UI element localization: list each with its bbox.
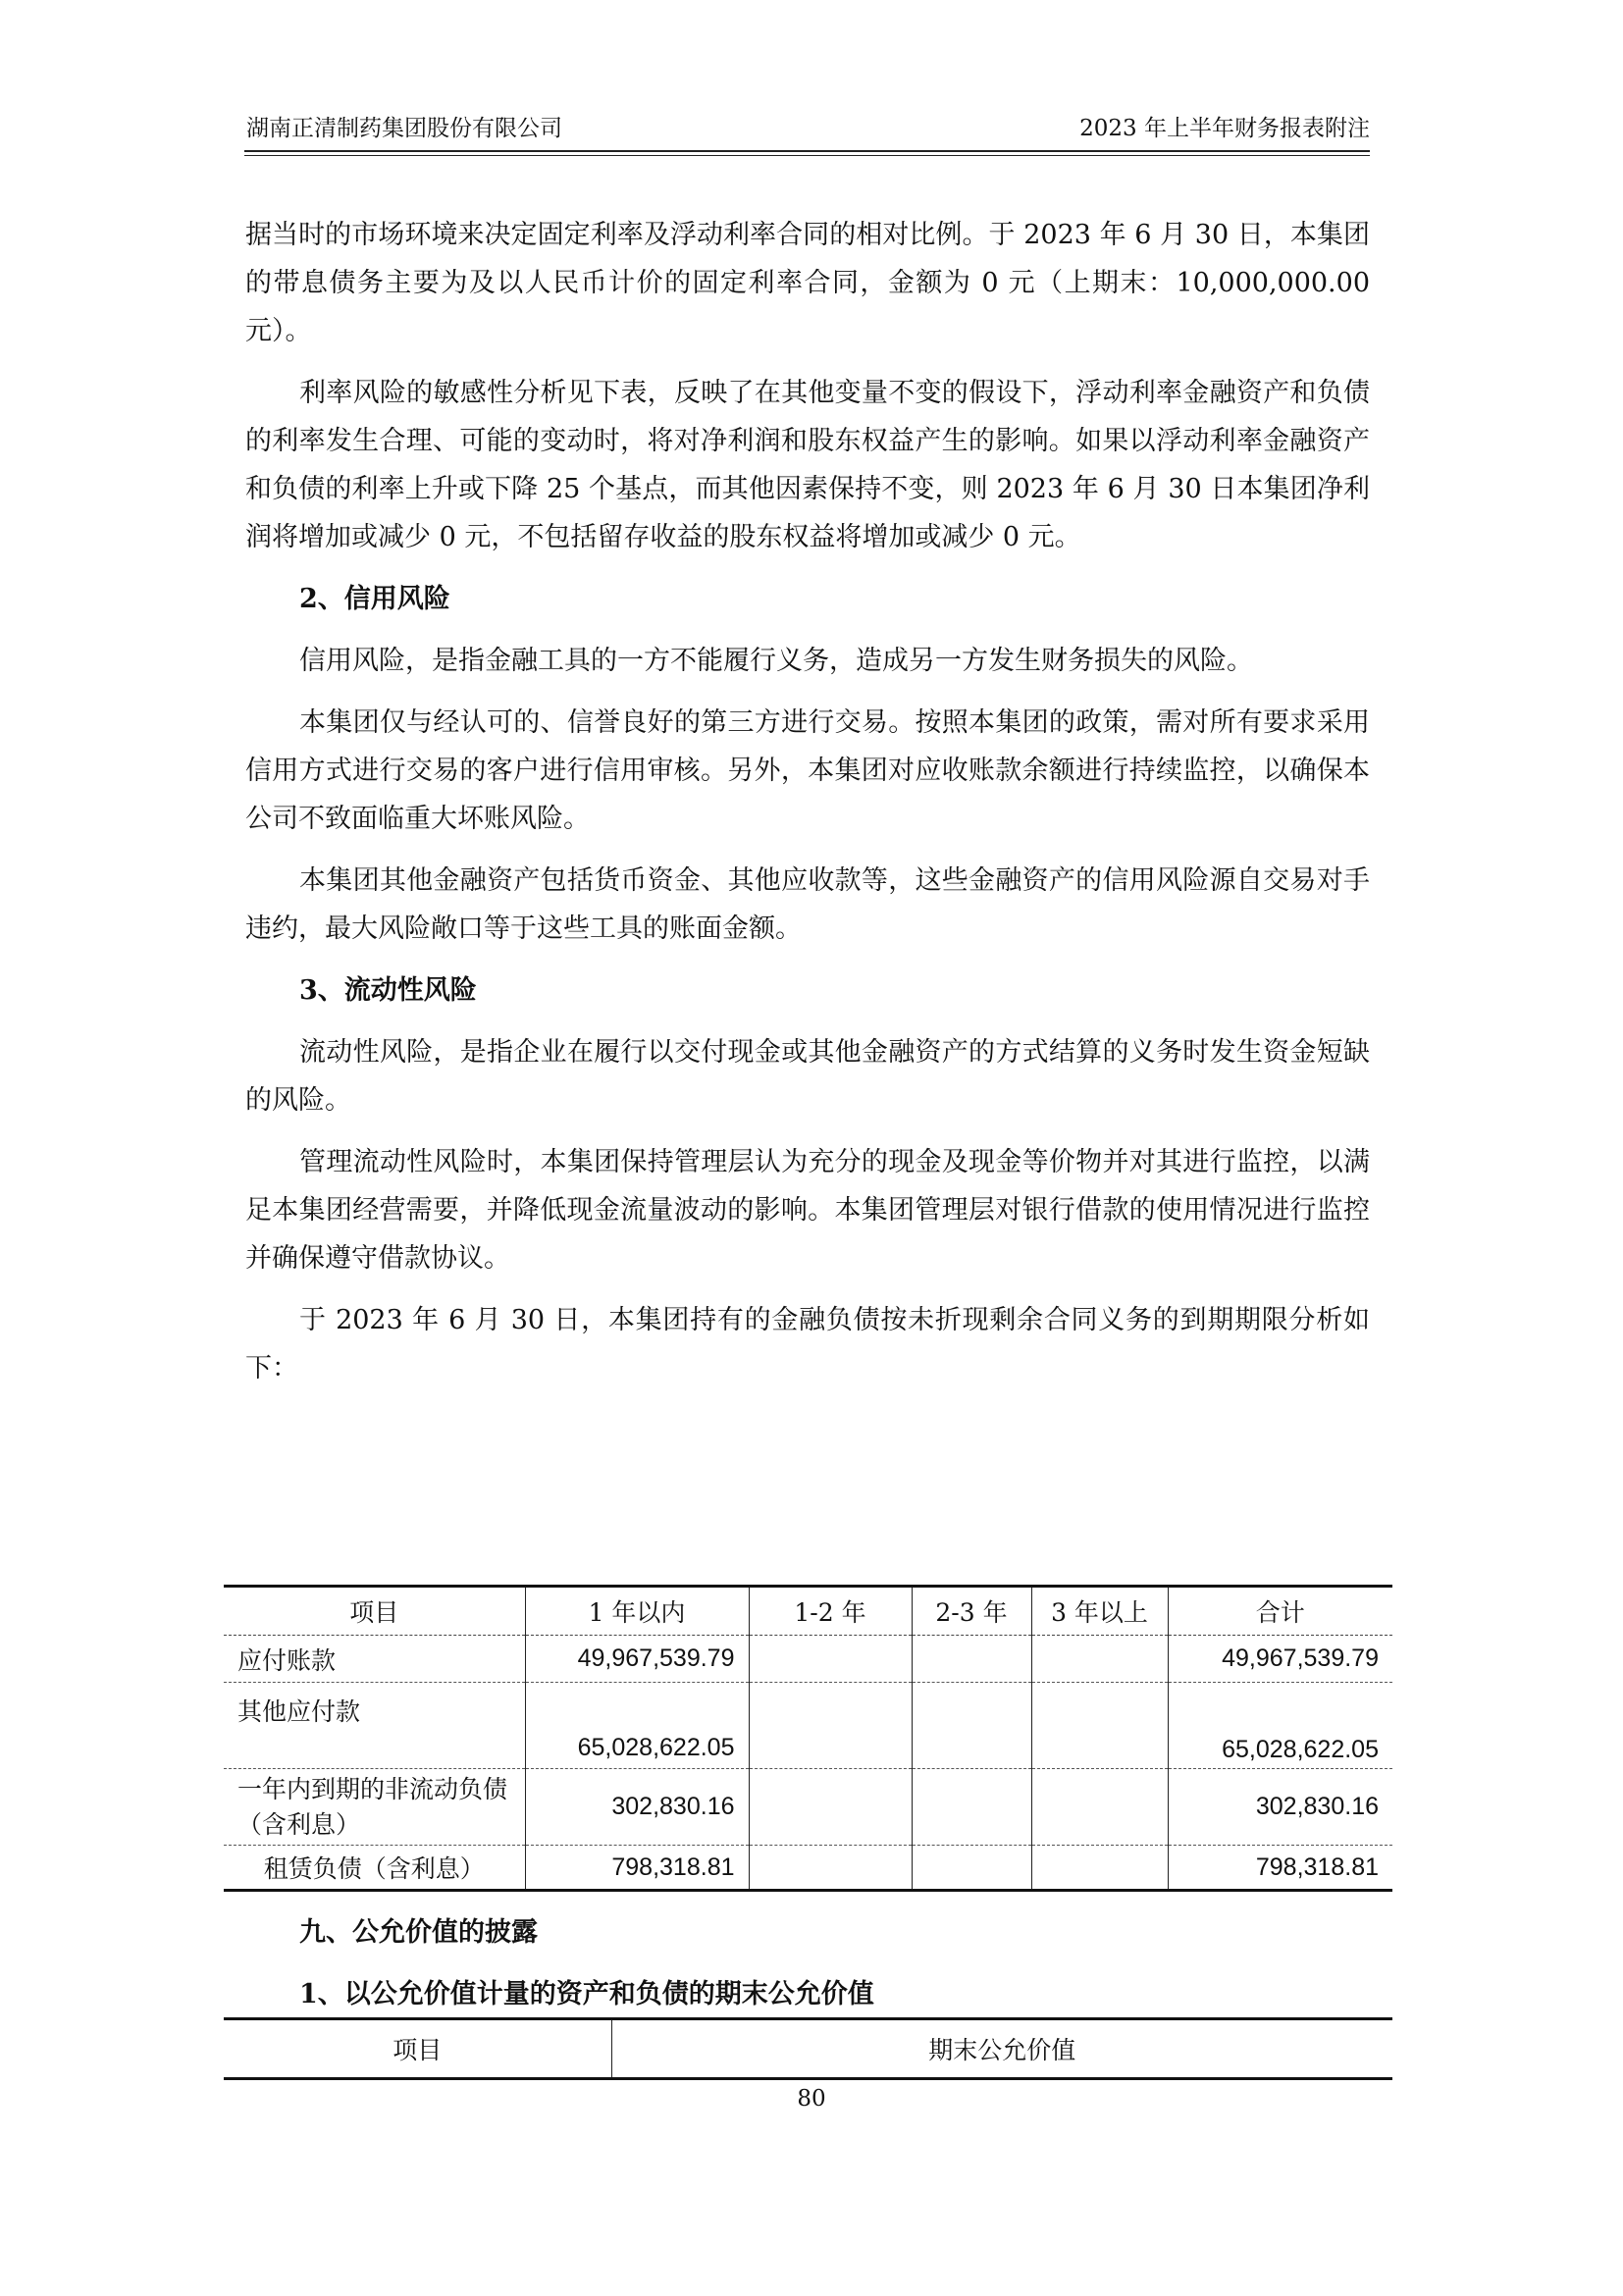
paragraph-liquidity-definition: 流动性风险，是指企业在履行以交付现金或其他金融资产的方式结算的义务时发生资金短缺的风险。 bbox=[245, 1037, 1370, 1116]
col-header-within-1-year: 1 年以内 bbox=[525, 1587, 749, 1636]
page-number: 80 bbox=[797, 2086, 826, 2112]
row-total: 798,318.81 bbox=[1168, 1846, 1392, 1891]
body-text bbox=[245, 211, 1370, 1406]
paragraph-credit-definition: 信用风险，是指金融工具的一方不能履行义务，造成另一方发生财务损失的风险。 bbox=[299, 646, 1253, 676]
header-rule-thin bbox=[244, 155, 1370, 156]
row-over-3-years bbox=[1031, 1636, 1168, 1683]
header-company: 湖南正清制药集团股份有限公司 bbox=[246, 116, 562, 141]
row-within-1-year: 49,967,539.79 bbox=[525, 1636, 749, 1683]
table-row bbox=[224, 1769, 1392, 1846]
col-header-item: 项目 bbox=[224, 1587, 525, 1636]
col-header-1-2-years: 1-2 年 bbox=[749, 1587, 912, 1636]
table-row bbox=[224, 1636, 1392, 1683]
row-1-2-years bbox=[749, 1636, 912, 1683]
paragraph-maturity-intro: 于 2023 年 6 月 30 日，本集团持有的金融负债按未折现剩余合同义务的到期期限分析如下： bbox=[245, 1305, 1370, 1383]
row-over-3-years bbox=[1031, 1769, 1168, 1846]
heading-liquidity-risk: 3、流动性风险 bbox=[299, 975, 477, 1006]
row-item: 一年内到期的非流动负债（含利息） bbox=[224, 1769, 525, 1846]
row-2-3-years bbox=[912, 1683, 1031, 1769]
maturity-table bbox=[224, 1585, 1392, 1892]
row-over-3-years bbox=[1031, 1683, 1168, 1769]
table-row bbox=[224, 1683, 1392, 1769]
row-total: 49,967,539.79 bbox=[1168, 1636, 1392, 1683]
row-1-2-years bbox=[749, 1769, 912, 1846]
row-2-3-years bbox=[912, 1769, 1031, 1846]
col-header-item: 项目 bbox=[224, 2019, 611, 2079]
col-header-total: 合计 bbox=[1168, 1587, 1392, 1636]
row-total: 65,028,622.05 bbox=[1168, 1683, 1392, 1769]
row-within-1-year: 302,830.16 bbox=[525, 1769, 749, 1846]
paragraph-interest-contracts: 据当时的市场环境来决定固定利率及浮动利率合同的相对比例。于 2023 年 6 月 30 日，本集团的带息债务主要为及以人民币计价的固定利率合同，金额为 0 元（上期末：10,000,000.00 元）。 bbox=[245, 220, 1370, 346]
paragraph-credit-exposure: 本集团其他金融资产包括货币资金、其他应收款等，这些金融资产的信用风险源自交易对手违约，最大风险敞口等于这些工具的账面金额。 bbox=[245, 865, 1370, 944]
heading-credit-risk: 2、信用风险 bbox=[299, 584, 450, 614]
col-header-period-end-fair-value: 期末公允价值 bbox=[611, 2019, 1392, 2079]
row-2-3-years bbox=[912, 1846, 1031, 1891]
paragraph-credit-policy: 本集团仅与经认可的、信誉良好的第三方进行交易。按照本集团的政策，需对所有要求采用信用方式进行交易的客户进行信用审核。另外，本集团对应收账款余额进行持续监控，以确保本公司不致面临重大坏账风险。 bbox=[245, 707, 1370, 834]
paragraph-sensitivity: 利率风险的敏感性分析见下表，反映了在其他变量不变的假设下，浮动利率金融资产和负债的利率发生合理、可能的变动时，将对净利润和股东权益产生的影响。如果以浮动利率金融资产和负债的利率上升或下降 25 个基点，而其他因素保持不变，则 2023 年 6 月 30 日本集团净利润将增加或减少 0 元，不包括留存收益的股东权益将增加或减少 0 元。 bbox=[245, 378, 1370, 552]
row-total: 302,830.16 bbox=[1168, 1769, 1392, 1846]
paragraph-liquidity-management: 管理流动性风险时，本集团保持管理层认为充分的现金及现金等价物并对其进行监控，以满足本集团经营需要，并降低现金流量波动的影响。本集团管理层对银行借款的使用情况进行监控并确保遵守借款协议。 bbox=[245, 1147, 1370, 1274]
row-1-2-years bbox=[749, 1846, 912, 1891]
header-rule bbox=[244, 150, 1370, 152]
row-2-3-years bbox=[912, 1636, 1031, 1683]
fair-value-table bbox=[224, 2017, 1392, 2080]
col-header-over-3-years: 3 年以上 bbox=[1031, 1587, 1168, 1636]
row-item: 租赁负债（含利息） bbox=[224, 1846, 525, 1891]
row-within-1-year: 65,028,622.05 bbox=[525, 1683, 749, 1769]
table-row bbox=[224, 1846, 1392, 1891]
row-item: 应付账款 bbox=[224, 1636, 525, 1683]
row-over-3-years bbox=[1031, 1846, 1168, 1891]
col-header-2-3-years: 2-3 年 bbox=[912, 1587, 1031, 1636]
header-report-title: 2023 年上半年财务报表附注 bbox=[1079, 116, 1370, 141]
heading-fair-value-disclosure: 九、公允价值的披露 bbox=[299, 1917, 538, 1948]
table-header-row bbox=[224, 2019, 1392, 2079]
row-1-2-years bbox=[749, 1683, 912, 1769]
heading-fair-value-period-end: 1、以公允价值计量的资产和负债的期末公允价值 bbox=[299, 1979, 874, 2009]
table-header-row bbox=[224, 1587, 1392, 1636]
row-within-1-year: 798,318.81 bbox=[525, 1846, 749, 1891]
row-item: 其他应付款 bbox=[224, 1683, 525, 1769]
